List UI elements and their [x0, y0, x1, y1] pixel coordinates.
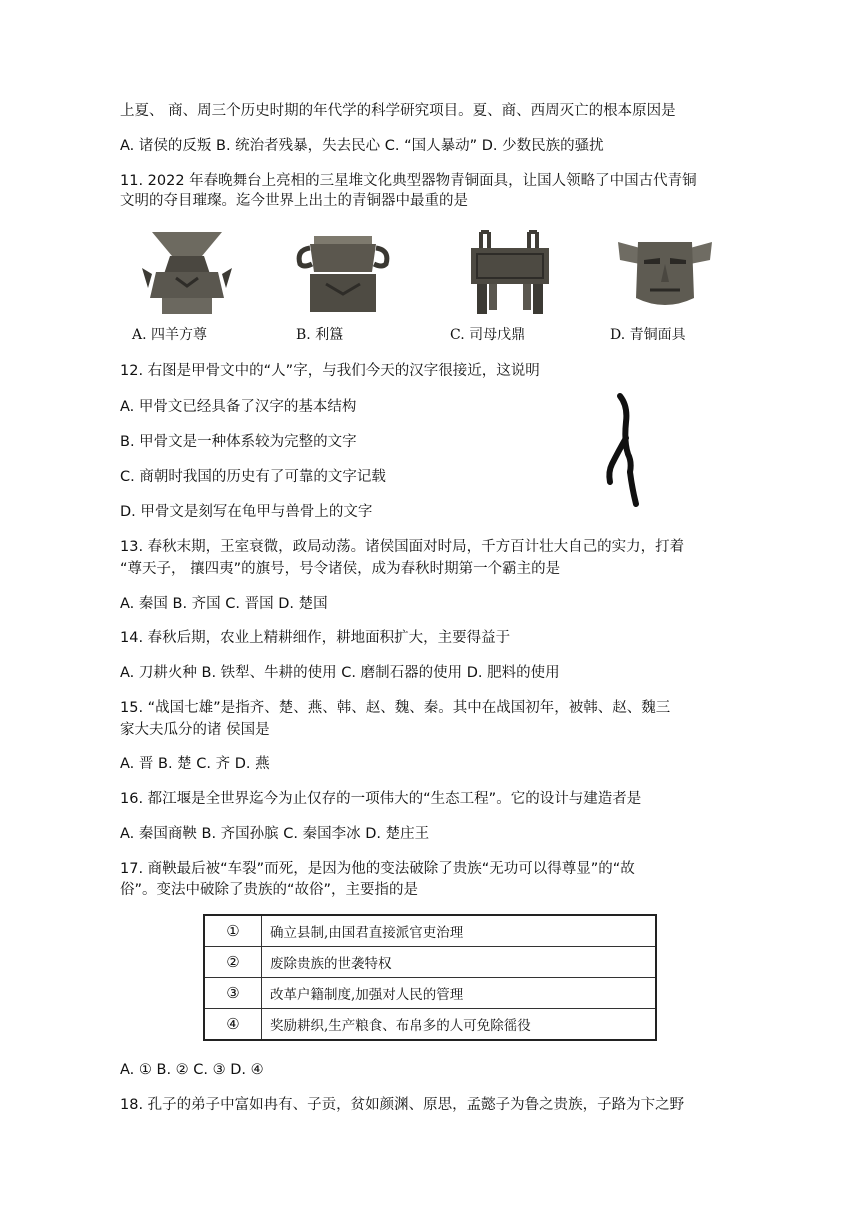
q12-option-c: C. 商朝时我国的历史有了可靠的文字记载 [120, 469, 386, 485]
oracle-bone-ren-character-image [602, 392, 650, 510]
row-text: 废除贵族的世袭特权 [262, 947, 657, 978]
q17-stem-line2: 俗”。变法中破除了贵族的“故俗”，主要指的是 [120, 882, 419, 898]
q15-stem-line2: 家大夫瓜分的诸 侯国是 [120, 722, 270, 738]
q10-stem: 上夏、 商、周三个历史时期的年代学的科学研究项目。夏、商、西周灭亡的根本原因是 [120, 103, 676, 119]
table-row [204, 947, 656, 978]
caption-c: C. 司母戊鼎 [450, 327, 526, 343]
q11-artifact-images [120, 228, 740, 348]
reform-measures-table [203, 914, 657, 1041]
row-number: ③ [204, 978, 262, 1009]
table-row [204, 1009, 656, 1041]
row-text: 奖励耕织,生产粮食、布帛多的人可免除徭役 [262, 1009, 657, 1041]
q11-stem-line1: 11. 2022 年春晚舞台上亮相的三星堆文化典型器物青铜面具，让国人领略了中国古代青铜 [120, 173, 697, 189]
q15-options: A. 晋 B. 楚 C. 齐 D. 燕 [120, 756, 270, 772]
q12-option-a: A. 甲骨文已经具备了汉字的基本结构 [120, 399, 357, 415]
q12-option-b: B. 甲骨文是一种体系较为完整的文字 [120, 434, 357, 450]
q16-stem: 16. 都江堰是全世界迄今为止仅存的一项伟大的“生态工程”。它的设计与建造者是 [120, 791, 642, 807]
q13-options: A. 秦国 B. 齐国 C. 晋国 D. 楚国 [120, 596, 328, 612]
row-number: ① [204, 915, 262, 947]
row-number: ② [204, 947, 262, 978]
four-goat-zun-image [132, 228, 242, 318]
caption-d: D. 青铜面具 [610, 327, 686, 343]
table-row [204, 915, 656, 947]
bronze-mask-image [610, 228, 720, 318]
li-gui-image [288, 228, 398, 318]
row-text: 改革户籍制度,加强对人民的管理 [262, 978, 657, 1009]
q13-stem-line2: “尊天子， 攘四夷”的旗号，号令诸侯，成为春秋时期第一个霸主的是 [120, 561, 561, 577]
q15-stem-line1: 15. “战国七雄”是指齐、楚、燕、韩、赵、魏、秦。其中在战国初年，被韩、赵、魏三 [120, 700, 671, 716]
q16-options: A. 秦国商鞅 B. 齐国孙膑 C. 秦国李冰 D. 楚庄王 [120, 826, 430, 842]
q11-stem-line2: 文明的夺目璀璨。迄今世界上出土的青铜器中最重的是 [120, 193, 468, 209]
caption-a: A. 四羊方尊 [132, 327, 208, 343]
q10-options: A. 诸侯的反叛 B. 统治者残暴，失去民心 C. “国人暴动” D. 少数民族的骚扰 [120, 138, 604, 154]
q12-stem: 12. 右图是甲骨文中的“人”字，与我们今天的汉字很接近，这说明 [120, 363, 540, 379]
q14-stem: 14. 春秋后期，农业上精耕细作，耕地面积扩大，主要得益于 [120, 630, 511, 646]
table-row [204, 978, 656, 1009]
row-number: ④ [204, 1009, 262, 1041]
q13-stem-line1: 13. 春秋末期，王室衰微，政局动荡。诸侯国面对时局，千方百计壮大自己的实力，打着 [120, 539, 685, 555]
q14-options: A. 刀耕火种 B. 铁犁、牛耕的使用 C. 磨制石器的使用 D. 肥料的使用 [120, 665, 560, 681]
q18-stem-line1: 18. 孔子的弟子中富如冉有、子贡，贫如颜渊、原思，孟懿子为鲁之贵族，子路为卞之野 [120, 1097, 685, 1113]
q17-stem-line1: 17. 商鞅最后被“车裂”而死，是因为他的变法破除了贵族“无功可以得尊显”的“故 [120, 861, 635, 877]
q12-option-d: D. 甲骨文是刻写在龟甲与兽骨上的文字 [120, 504, 373, 520]
row-text: 确立县制,由国君直接派官吏治理 [262, 915, 657, 947]
caption-b: B. 利簋 [296, 327, 344, 343]
simuwu-ding-image [455, 228, 565, 318]
q17-options: A. ① B. ② C. ③ D. ④ [120, 1062, 264, 1078]
